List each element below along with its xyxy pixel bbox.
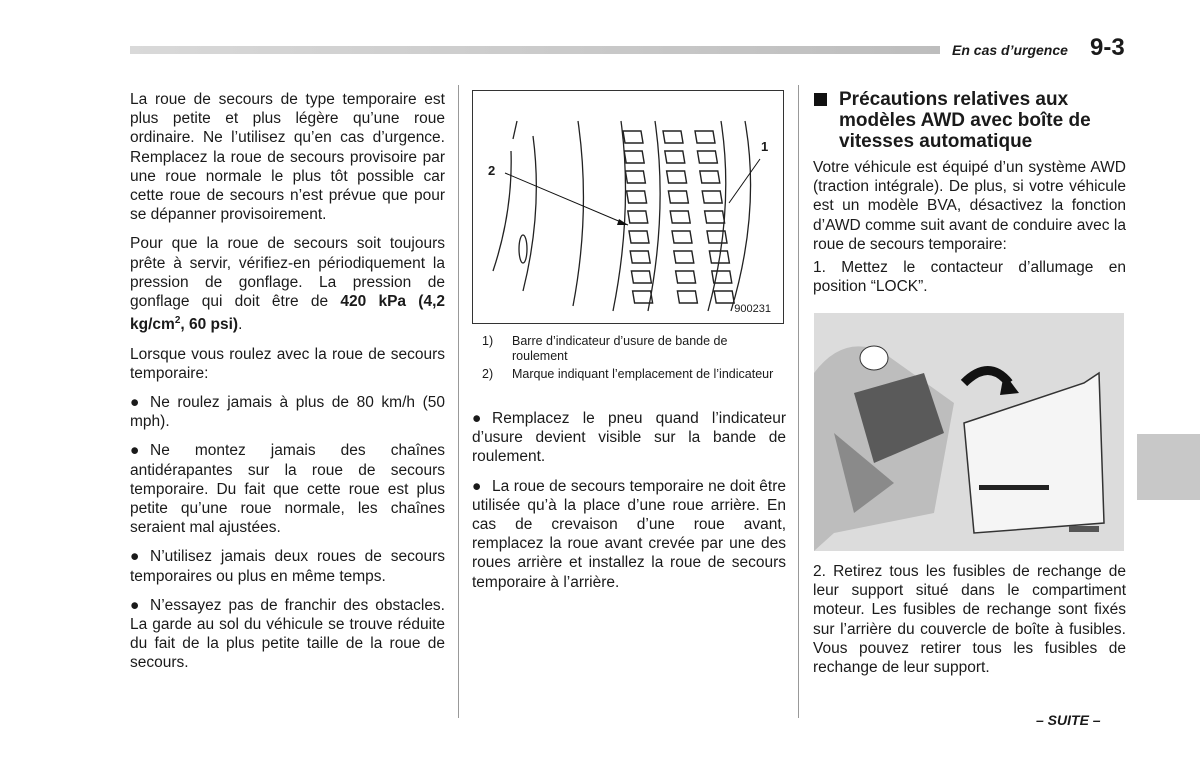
bullet-icon: ● bbox=[130, 394, 140, 411]
tread-block bbox=[630, 251, 650, 263]
bullet-icon: ● bbox=[472, 410, 482, 427]
chapter-side-tab bbox=[1137, 434, 1200, 500]
paragraph: Lorsque vous roulez avec la roue de secours temporaire: bbox=[130, 345, 445, 382]
bullet-icon: ● bbox=[130, 442, 140, 460]
step-1: 1. Mettez le contacteur d’allumage en position “LOCK”. bbox=[813, 259, 1126, 296]
engine-compartment-illustration bbox=[814, 313, 1124, 551]
tire-tread-figure bbox=[472, 90, 784, 324]
figure-code: 900231 bbox=[734, 303, 771, 315]
right-column-step2 bbox=[813, 562, 1126, 687]
tread-block bbox=[700, 171, 720, 183]
tread-block bbox=[668, 191, 688, 203]
tread-block bbox=[627, 191, 647, 203]
tire-illustration bbox=[473, 91, 784, 324]
bullet-icon: ● bbox=[130, 548, 140, 566]
tread-block bbox=[705, 211, 725, 223]
tread-block bbox=[629, 231, 649, 243]
callout-1: 1 bbox=[761, 139, 769, 154]
right-column-intro bbox=[813, 158, 1126, 306]
bullet-icon: ● bbox=[130, 596, 140, 614]
tread-block bbox=[702, 191, 722, 203]
column-divider bbox=[798, 85, 799, 718]
tread-block bbox=[631, 271, 651, 283]
chapter-title: En cas d’urgence bbox=[952, 42, 1068, 58]
step-2: 2. Retirez tous les fusibles de rechange de leur support situé dans le compartiment moteur. Les fusibles de rechange sont fixés sur l’arrière du couvercle de boîte à fusibles. Vous pouvez retirer tous les fusibles de rechange de leur support. bbox=[813, 563, 1126, 677]
tread-block bbox=[667, 171, 687, 183]
middle-column bbox=[472, 409, 786, 602]
tread-block bbox=[665, 151, 685, 163]
tread-block bbox=[674, 251, 694, 263]
tread-block bbox=[624, 151, 644, 163]
tread-block bbox=[628, 211, 648, 223]
list-item: ● Ne roulez jamais à plus de 80 km/h (50 mph). bbox=[130, 394, 445, 431]
square-bullet-icon bbox=[814, 93, 827, 106]
list-item: ● La roue de secours temporaire ne doit être utilisée qu’à la place d’une roue arrière. En cas de crevaison d’une roue avant, remplacez la roue avant crevée par une des roues arrière et installez la roue de secours temporaire à l’arrière. bbox=[472, 477, 786, 591]
bullet-icon: ● bbox=[472, 477, 482, 495]
tread-block bbox=[663, 131, 683, 143]
column-divider bbox=[458, 85, 459, 718]
tread-block bbox=[714, 291, 734, 303]
section-heading: Précautions relatives aux modèles AWD avec boîte de vitesses automatique bbox=[814, 89, 1134, 152]
figure-captions bbox=[472, 334, 786, 385]
caption-item: 1) Barre d’indicateur d’usure de bande de roulement bbox=[482, 334, 728, 363]
tread-block bbox=[707, 231, 727, 243]
list-item: ● N’essayez pas de franchir des obstacles. La garde au sol du véhicule se trouve réduite du fait de la plus petite taille de la roue de secours. bbox=[130, 596, 445, 672]
tread-block bbox=[697, 151, 717, 163]
paragraph-text: Pour que la roue de secours soit toujours prête à servir, vérifiez-en périodiquement la pression de gonflage. La pression de gonflage qui doit être de bbox=[130, 235, 445, 311]
tread-block bbox=[670, 211, 690, 223]
pressure-value: 420 kPa (4,2 $kg/cm^2$, 60 psi) bbox=[130, 293, 445, 334]
fuse-box-photo bbox=[814, 313, 1124, 551]
tread-block bbox=[625, 171, 645, 183]
header-rule bbox=[130, 46, 940, 54]
tread-block bbox=[623, 131, 643, 143]
tread-block bbox=[695, 131, 715, 143]
list-item: ● N’utilisez jamais deux roues de secours temporaires ou plus en même temps. bbox=[130, 548, 445, 585]
list-item: ● Remplacez le pneu quand l’indicateur d’usure devient visible sur la bande de roulement. bbox=[472, 410, 786, 466]
page-number: 9-3 bbox=[1090, 34, 1125, 61]
paragraph: Votre véhicule est équipé d’un système AWD (traction intégrale). De plus, si votre véhicule est un modèle BVA, désactivez la fonction d’AWD comme suit avant de conduire avec la roue de secours temporaire: bbox=[813, 159, 1126, 253]
paragraph: La roue de secours de type temporaire est plus petite et plus légère qu’une roue ordinaire. Ne l’utilisez qu’en cas d’urgence. Remplacez la roue de secours provisoire par une roue normale le plus tôt possible car cette roue de secours n’est prévue que pour se dépanner provisoirement. bbox=[130, 91, 445, 224]
paragraph: Pour que la roue de secours soit toujours prête à servir, vérifiez-en périodiquement la pression de gonflage. La pression de gonflage qui doit être de 420 kPa (4,2 $kg/cm^2$, 60 psi). bbox=[130, 235, 445, 334]
callout-2: 2 bbox=[488, 163, 496, 178]
left-column bbox=[130, 90, 445, 683]
tread-block bbox=[677, 291, 697, 303]
tread-block bbox=[676, 271, 696, 283]
continued-footer: – SUITE – bbox=[1036, 712, 1101, 728]
caption-item: 2) Marque indiquant l’emplacement de l’indicateur bbox=[482, 367, 774, 381]
tread-block bbox=[672, 231, 692, 243]
list-item: ● Ne montez jamais des chaînes antidérapantes sur la roue de secours temporaire. Du fait que cette roue est plus petite qu’une roue normale, les chaînes seraient mal ajustées. bbox=[130, 442, 445, 537]
